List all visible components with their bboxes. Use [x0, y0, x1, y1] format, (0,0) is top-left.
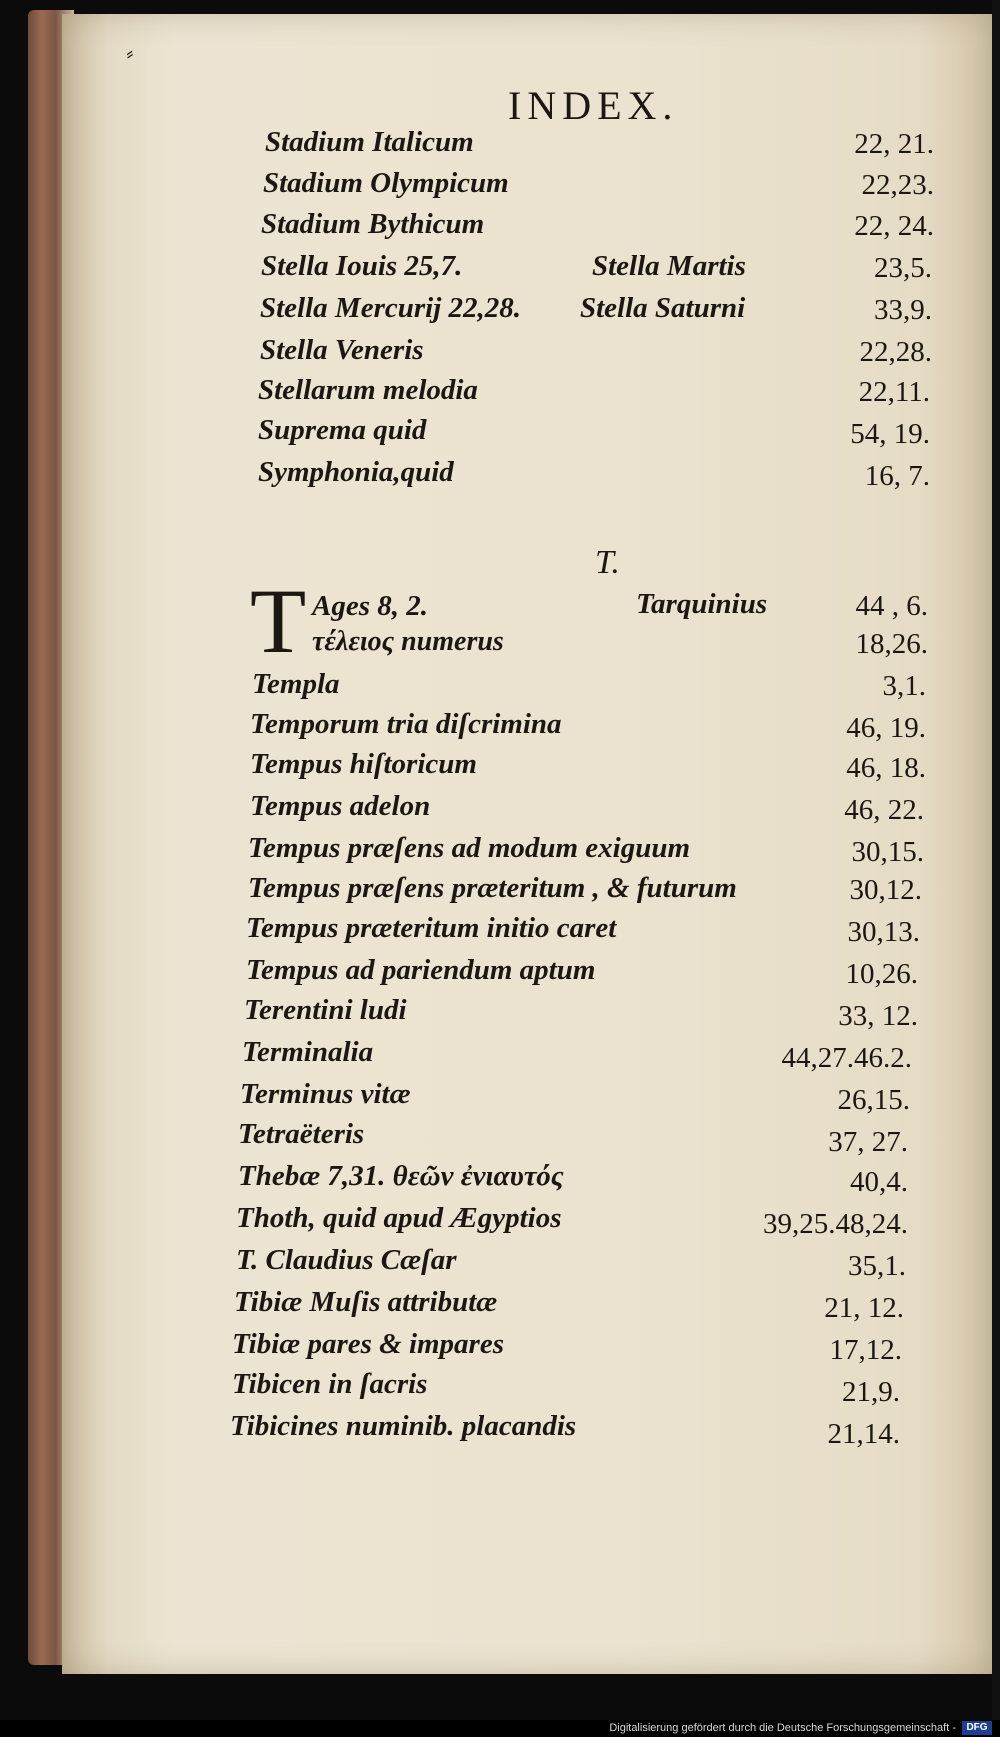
index-entry-text: Terminus vitæ [240, 1078, 411, 1110]
index-entry-ref: 22,28. [859, 336, 932, 368]
index-entry-ref: 40,4. [850, 1166, 908, 1198]
index-entry-text: Thebæ 7,31. θεῶν ἐνιαυτός [238, 1160, 564, 1192]
index-entry-text: Tempus præſens ad modum exiguum [248, 832, 691, 864]
index-entry-text: T. Claudius Cæſar [236, 1244, 457, 1276]
index-entry-ref: 35,1. [848, 1250, 906, 1282]
index-entry-ref: 30,13. [847, 916, 920, 948]
index-entry-text: Tibicines numinib. placandis [230, 1410, 577, 1442]
section-letter: T. [595, 544, 620, 581]
index-entry-text: Thoth, quid apud Ægyptios [236, 1202, 562, 1234]
index-entry-ref: 46, 19. [846, 712, 926, 744]
index-entry-text: Templa [252, 668, 340, 700]
margin-mark: ⸗ [124, 39, 135, 66]
index-entry-text: Temporum tria diſcrimina [250, 708, 562, 740]
index-entry-ref: 26,15. [837, 1084, 910, 1116]
index-entry-ref: 39,25.48,24. [763, 1208, 908, 1240]
index-entry-text-2: Stella Saturni [580, 292, 746, 324]
index-entry-text-2: Stella Martis [592, 250, 746, 282]
index-entry-text: Stella Mercurij 22,28. [260, 292, 522, 324]
index-entry-text: Tempus adelon [250, 790, 431, 822]
index-entry-ref: 21,14. [827, 1418, 900, 1450]
index-entry-ref: 54, 19. [850, 418, 930, 450]
index-entry-text: Stellarum melodia [258, 374, 478, 406]
index-entry-ref: 17,12. [829, 1334, 902, 1366]
index-entry-ref: 22,11. [858, 376, 930, 408]
index-entry-ref: 46, 18. [846, 752, 926, 784]
index-entry-text: Tempus ad pariendum aptum [246, 954, 596, 986]
index-entry-ref: 10,26. [845, 958, 918, 990]
index-entry-text: Tempus præteritum initio caret [246, 912, 617, 944]
index-entry-text: Tempus præſens præteritum , & futurum [248, 872, 737, 904]
index-entry-text: Stadium Bythicum [261, 208, 485, 240]
index-entry-ref: 21,9. [842, 1376, 900, 1408]
index-entry-ref: 30,12. [849, 874, 922, 906]
index-entry-text-2: Tarquinius [636, 588, 768, 620]
index-entry-ref: 3,1. [882, 670, 926, 702]
index-entry-text: Terminalia [242, 1036, 374, 1068]
index-entry-ref: 23,5. [874, 252, 932, 284]
index-entry-text: Stadium Italicum [265, 126, 474, 158]
index-entry-text: Stella Iouis 25,7. [261, 250, 463, 282]
index-entry-text: Suprema quid [258, 414, 427, 446]
index-entry-text: Terentini ludi [244, 994, 407, 1026]
page-title: INDEX. [508, 83, 679, 128]
index-entry-ref: 16, 7. [864, 460, 930, 492]
index-entry-text: Ages 8, 2. [312, 590, 428, 622]
index-entry-ref: 44 , 6. [855, 590, 928, 622]
index-entry-text: Stadium Olympicum [263, 167, 509, 199]
index-entry-ref: 22,23. [861, 169, 934, 201]
index-entry-text: Tempus hiſtoricum [250, 748, 477, 780]
dropcap-letter: T [250, 570, 307, 672]
index-entry-ref: 21, 12. [824, 1292, 904, 1324]
index-entry-text: τέλειος numerus [312, 626, 504, 657]
index-entry-ref: 33,9. [874, 294, 932, 326]
index-entry-text: Tibicen in ſacris [232, 1368, 428, 1400]
index-entry-ref: 44,27.46.2. [781, 1042, 912, 1074]
index-entry-ref: 33, 12. [838, 1000, 918, 1032]
index-entry-text: Symphonia,quid [258, 456, 454, 488]
footer-credit: Digitalisierung gefördert durch die Deutsche Forschungsgemeinschaft - [609, 1722, 956, 1734]
index-entry-text: Stella Veneris [260, 334, 424, 366]
index-entry-ref: 46, 22. [844, 794, 924, 826]
index-entry-text: Tetraëteris [238, 1118, 365, 1150]
index-entry-text: Tibiæ Muſis attributæ [234, 1286, 498, 1318]
index-entry-ref: 37, 27. [828, 1126, 908, 1158]
index-entry-ref: 18,26. [855, 628, 928, 660]
index-entry-text: Tibiæ pares & impares [232, 1328, 505, 1360]
index-entry-ref: 22, 21. [854, 128, 934, 160]
index-entry-ref: 30,15. [851, 836, 924, 868]
dfg-logo: DFG [962, 1721, 992, 1735]
index-entry-ref: 22, 24. [854, 210, 934, 242]
